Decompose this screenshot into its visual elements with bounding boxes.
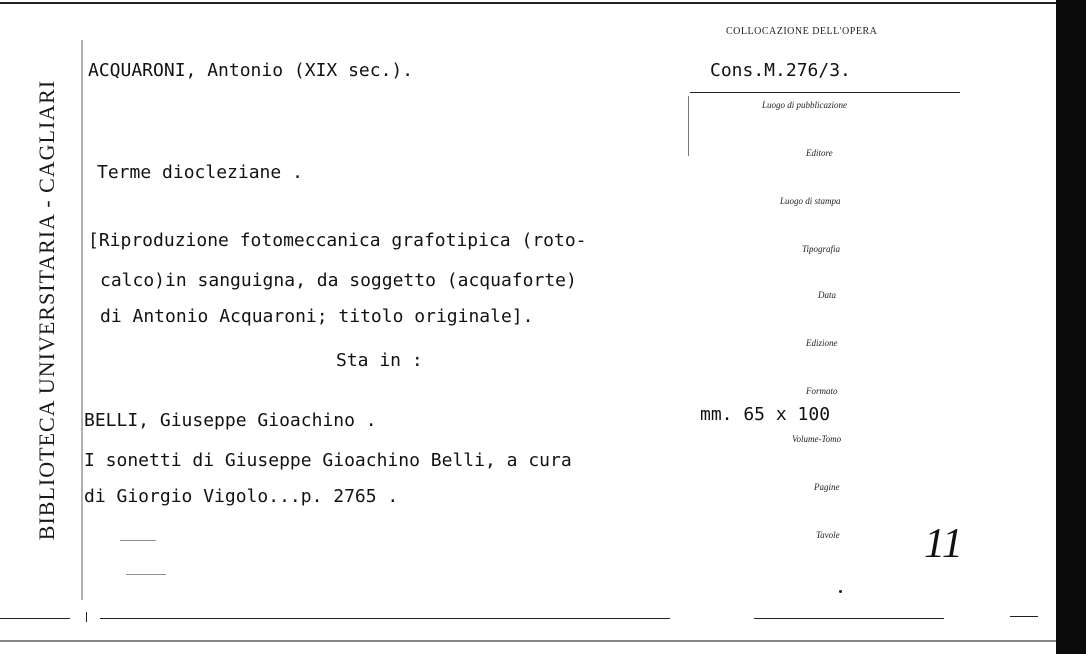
host-title-line-1: I sonetti di Giuseppe Gioachino Belli, a cura — [84, 450, 572, 471]
host-author: BELLI, Giuseppe Gioachino . — [84, 410, 377, 431]
bottom-rule-end — [1010, 616, 1038, 617]
field-label-date: Data — [818, 290, 836, 300]
field-label-plates: Tavole — [816, 530, 840, 540]
stray-dot — [839, 590, 842, 593]
host-title-line-2: di Giorgio Vigolo...p. 2765 . — [84, 486, 399, 507]
location-box-left — [688, 96, 689, 156]
contained-in-label: Sta in : — [336, 350, 423, 371]
bottom-rule-middle — [100, 618, 670, 619]
handwritten-number: 11 — [924, 521, 963, 567]
institution-label — [30, 60, 64, 560]
field-label-printing-place: Luogo di stampa — [780, 196, 841, 206]
note-line-1: [Riproduzione fotomeccanica grafotipica (roto- — [88, 230, 587, 251]
field-label-edition: Edizione — [806, 338, 838, 348]
dash-mark-1 — [120, 540, 156, 541]
item-title: Terme diocleziane . — [97, 162, 303, 183]
note-line-2: calco)in sanguigna, da soggetto (acquaforte) — [100, 270, 577, 291]
field-label-format: Formato — [806, 386, 838, 396]
note-line-3: di Antonio Acquaroni; titolo originale]. — [100, 306, 534, 327]
field-label-volume: Volume-Tomo — [792, 434, 842, 444]
dimensions: mm. 65 x 100 — [700, 404, 831, 425]
institution-text: BIBLIOTECA UNIVERSITARIA - CAGLIARI — [34, 79, 60, 541]
scan-dark-edge — [1056, 0, 1086, 654]
field-label-publication-place: Luogo di pubblicazione — [762, 100, 847, 110]
bottom-rule-right — [754, 618, 944, 619]
author-heading: ACQUARONI, Antonio (XIX sec.). — [88, 60, 414, 81]
location-heading: COLLOCAZIONE DELL'OPERA — [726, 26, 878, 37]
location-box-top — [690, 92, 960, 93]
left-margin-line — [81, 40, 83, 600]
top-edge-rule — [0, 2, 1056, 4]
dash-mark-2 — [126, 574, 166, 575]
field-label-pages: Pagine — [814, 482, 840, 492]
bottom-tick — [86, 612, 87, 622]
shelfmark: Cons.M.276/3. — [710, 60, 851, 81]
bottom-rule-left — [0, 618, 70, 619]
bottom-edge-rule — [0, 640, 1056, 642]
field-label-printer: Tipografia — [802, 244, 841, 254]
field-label-publisher: Editore — [806, 148, 833, 158]
